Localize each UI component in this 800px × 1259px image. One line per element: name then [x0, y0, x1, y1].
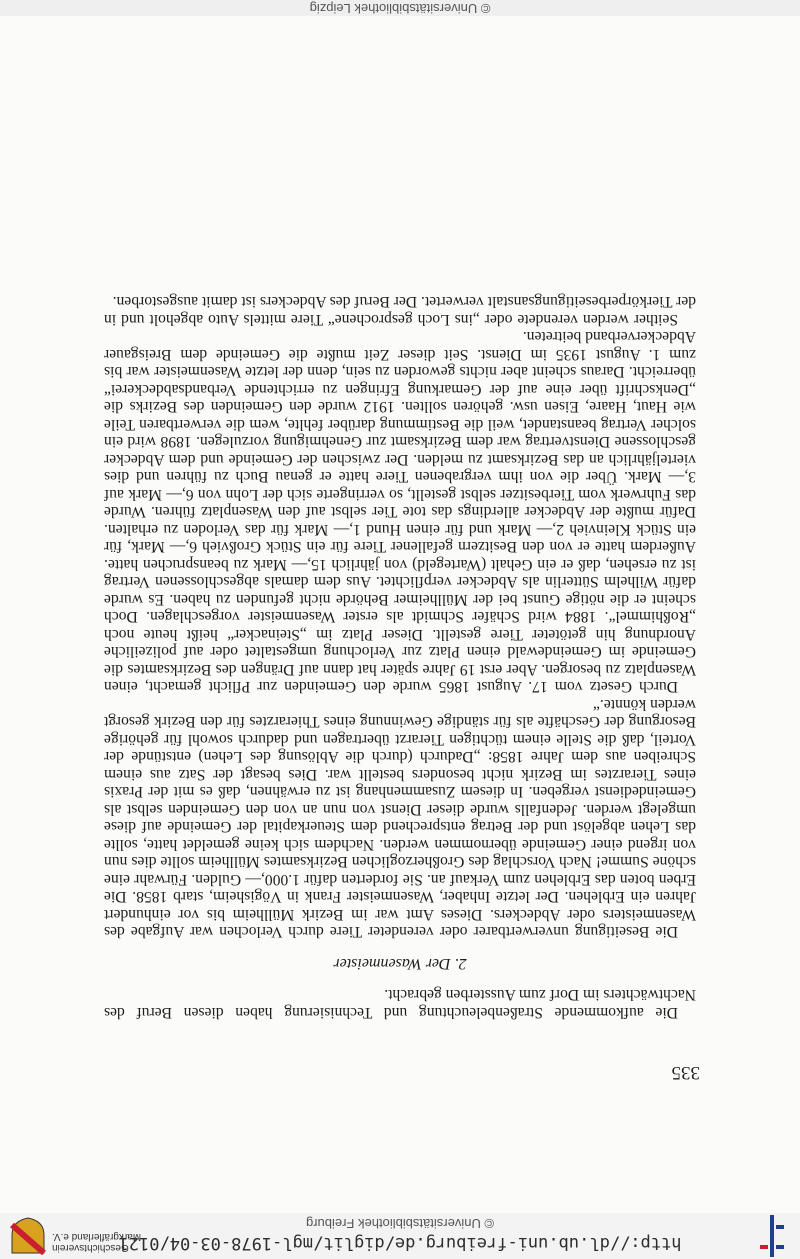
footer-copyright: © Universitätsbibliothek Leipzig: [309, 1, 491, 16]
section-heading: 2. Der Wasenmeister: [333, 955, 467, 972]
society-name-line2: Markgräflerland e.V.: [52, 1231, 142, 1242]
document-url[interactable]: http://dl.ub.uni-freiburg.de/diglit/mgl-1978-03-04/0121: [118, 1233, 682, 1253]
page-number: 335: [671, 1062, 700, 1083]
viewer-footer-band: [0, 0, 800, 16]
paragraph: Seither werden verendete oder „ins Loch gesprochene“ Tiere mittels Auto abgeholt und in der Tierkörperbeseitigungsanstalt verwertet. Der Beruf des Abdeckers ist damit ausgestorben.: [104, 293, 696, 328]
coat-of-arms-icon: [10, 1217, 46, 1255]
paragraph: Durch Gesetz vom 17. August 1865 wurde den Gemeinden zur Pflicht gemacht, einen Wasenplatz zu besorgen. Aber erst 19 Jahre später hat dann auf Drängen des Bezirksamtes die Gemeinde im Gemeindewald einen Platz zur Verlochung umgestaltet oder auf polizeiliche Anordnung hin getöteter Tiere gestellt. Dieser Platz im „Steinacker“ heißt heute noch „Roßhimmel“. 1884 wird Schäfer Schmidt als erster Wasenmeister vorgeschlagen. Doch scheint er die nötige Gunst bei der Müllheimer Behörde nicht gefunden zu haben. Es wurde dafür Wilhelm Sütterlin als Abdecker verpflichtet. Aus dem damals abgeschlossenen Vertrag ist zu ersehen, daß er ein Gehalt (Wartegeld) von jährlich 15,— Mark zu beanspruchen hatte. Außerdem hatte er von den Besitzern gefallener Tiere für ein Stück Großvieh 6,— Mark, für ein Stück Kleinvieh 2,— Mark und für einen Hund 1,— Mark für das Verloden zu erhalten. Dafür mußte der Abdecker allerdings das tote Tier selbst auf den Wasenplatz führen. Wurde das Fuhrwerk vom Tierbesitzer selbst gestellt, so verringerte sich der Lohn von 6,— Mark auf 3,— Mark. Über die von ihm vergrabenen Tiere hatte er genau Buch zu führen und dies vierteljährlich an das Bezirksamt zu melden. Der zwischen der Gemeinde und dem Abdecker geschlossene Dienstvertrag war dem Bezirksamt zur Genehmigung vorzulegen. 1898 wird ein solcher Vertrag beanstandet, weil die Bestimmung darüber fehlte, wem die verwertbaren Teile wie Haut, Haare, Eisen usw. gehören sollten. 1912 wurde den Gemeinden des Bezirks die „Denkschrift über eine auf der Gemarkung Efringen zu errichtende Verbandsabdeckerei“ überreicht. Daraus scheint aber nichts geworden zu sein, denn der letzte Wasenmeister war bis zum 1. August 1935 im Dienst. Seit dieser Zeit mußte die Gemeinde dem Breisgauer Abdeckerverband beitreten.: [104, 328, 696, 696]
society-name: [52, 1231, 141, 1253]
paragraph: Die Beseitigung unverwertbarer oder verendeter Tiere durch Verlochen war Aufgabe des Wasenmeisters oder Abdeckers. Dieses Amt war im Bezirk Müllheim bis vor einhundert Jahren ein Erblehen. Der letzte Inhaber, Wasenmeister Frank in Vögisheim, starb 1858. Die Erben boten das Erblehen zum Verkauf an. Sie forderten dafür 1.000,— Gulden. Fürwahr eine schöne Summe! Nach Vorschlag des Großherzoglichen Bezirksamtes Müllheim sollte dies nun von irgend einer Gemeinde übernommen werden. Nachdem sich keine gemeldet hatte, sollte das Lehen abgelöst und der Betrag entsprechend dem Steuerkapital der Gemeinde auf diese umgelegt werden. Jedenfalls wurde dieser Dienst von nun an von den Gemeinden selbst als Gemeindedienst vergeben. In diesem Zusammenhang ist zu erwähnen, daß es mit der Praxis eines Tierarztes im Bezirk nicht besonders bestellt war. Dies besagt der Satz aus einem Schreiben aus dem Jahre 1858: „Dadurch (durch die Ablösung des Lehen) entstünde der Vorteil, daß die Stelle einem tüchtigen Tierarzt übertragen und dadurch sowohl für gehörige Besorgung der Geschäfte als für ständige Gewinnung eines Thierarztes für den Bezirk gesorgt werden könnte.“: [104, 696, 696, 941]
library-copyright: © Universitätsbibliothek Freiburg: [305, 1216, 495, 1231]
page-body: [104, 293, 696, 1021]
paragraph-intro: Die aufkommende Straßenbeleuchtung und Technisierung haben diesen Beruf des Nachtwächters im Dorf zum Aussterben gebracht.: [104, 986, 696, 1021]
viewer-header-band: [0, 1213, 800, 1259]
society-name-line1: Geschichtsverein: [52, 1242, 129, 1253]
